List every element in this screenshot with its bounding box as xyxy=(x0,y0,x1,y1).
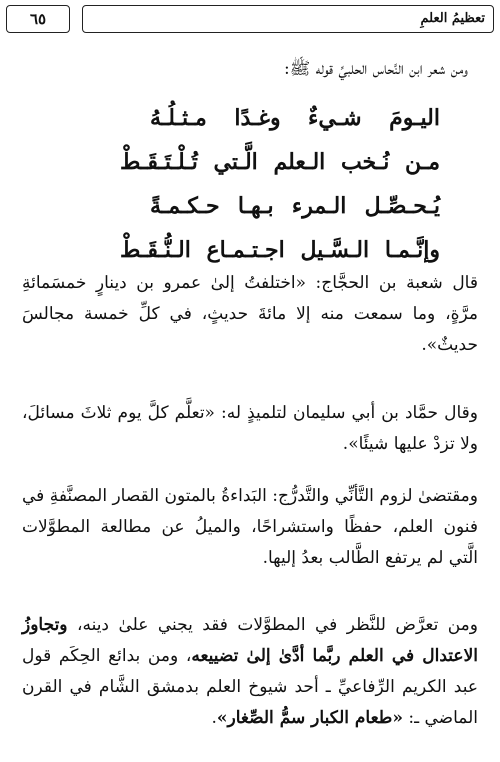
bold-statement: وتجاوزُ الاعتدال في العلم ربَّما أدَّىٰ إلىٰ تضييعه xyxy=(22,615,478,666)
bold-quote: «طعام الكبار سمُّ الصِّغار» xyxy=(216,708,403,728)
page-number-box xyxy=(6,5,70,33)
paragraph-long-works xyxy=(22,610,478,734)
poem xyxy=(120,96,440,272)
verse-line: يُـحـصِّـل الـمرء بـهـا حـكـمـةً xyxy=(150,193,440,219)
page-number: ٦٥ xyxy=(29,10,47,28)
paragraph-text: ومن تعرَّض للنَّظر في المطوَّلات فقد يجني علىٰ دينه، xyxy=(76,615,478,635)
poem-intro: ومن شعر ابن النَّحاس الحلبيِّ قوله ﷺ: xyxy=(284,59,468,79)
paragraph-end: . xyxy=(211,708,217,728)
paragraph-shuba: قال شعبة بن الحجَّاج: «اختلفتُ إلىٰ عمرو بن دينارٍ خمسَمائةِ مرَّةٍ، وما سمعت منه إلا مائةَ حديثٍ، في كلِّ خمسة مجالسَ حديثٌ». xyxy=(22,273,478,355)
paragraph-text: ، ومن بدائع الحِكَم قول عبد الكريم الرِّفاعيِّ ـ أحد شيوخ العلم بدمشق الشَّام في القرن الماضي ـ: xyxy=(22,646,478,728)
verse-line: مـن نُـخب الـعلم الَّـتي تُـلْـتَـقَـطْ xyxy=(120,149,440,175)
verse-line: اليـومَ شـيءٌ وغـدًا مـثـلُـهُ xyxy=(150,105,440,131)
page-header xyxy=(6,5,494,35)
verse-line: وإنَّـمـا الـسَّـيل اجـتـمـاع الـنُّـقَـطْ xyxy=(120,237,440,263)
running-title-box xyxy=(82,5,494,33)
paragraph-hammad: وقال حمَّاد بن أبي سليمان لتلميذٍ له: «تعلَّم كلَّ يوم ثلاثَ مسائلَ، ولا تزدْ عليها شيئًا». xyxy=(22,403,478,454)
paragraph-gradualness: ومقتضىٰ لزوم التَّأنِّي والتَّدرُّج: البَداءةُ بالمتون القصار المصنَّفةِ في فنون العلم، حفظًا واستشراحًا، والميلُ عن مطالعة المطوَّلات الَّتي لم يرتفع الطَّالب بعدُ إليها. xyxy=(22,486,478,568)
running-title: تعظيمُ العلمِ xyxy=(420,11,485,26)
